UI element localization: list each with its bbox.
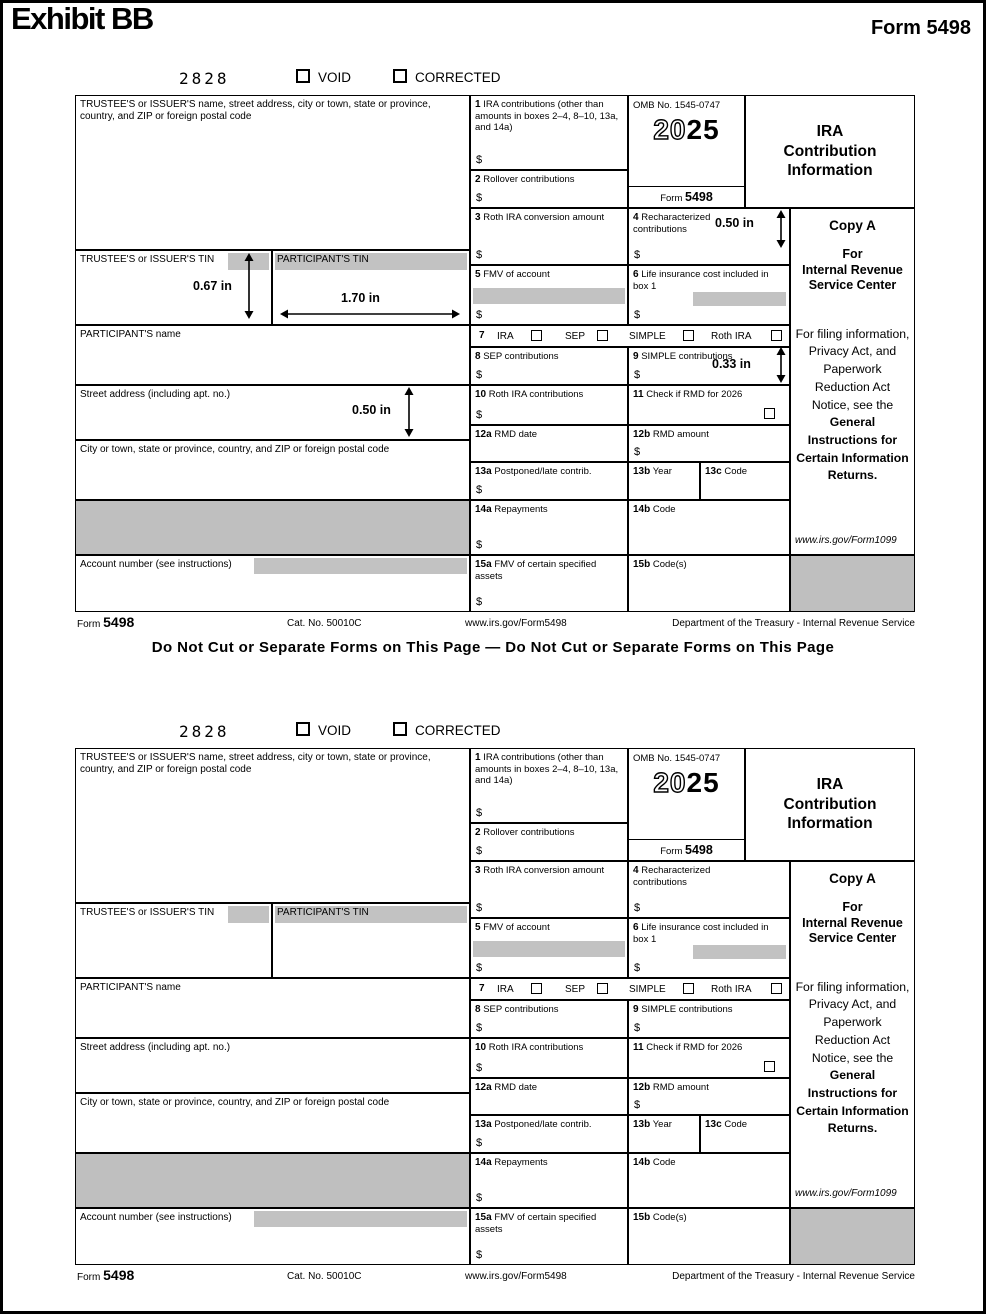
omb-form-value: 5498 (685, 190, 713, 204)
box-15a-label: FMV of certain specified assets (475, 559, 597, 582)
box-12b-rmd-amount (628, 425, 790, 462)
form-footer-row (75, 1265, 915, 1289)
box-15b-label: Code(s) (652, 559, 687, 570)
box-14b-label: Code (652, 504, 676, 515)
box-7-sep-checkbox[interactable] (597, 330, 608, 341)
box-7-ira-label: IRA (497, 331, 514, 342)
form-year-solid: 25 (686, 114, 720, 146)
street-address-cell (75, 1038, 470, 1093)
box-11-number: 11 (633, 1042, 644, 1053)
box-6-label: Life insurance cost included in box 1 (633, 922, 769, 945)
omb-form-word: Form (660, 846, 683, 857)
omb-number: OMB No. 1545-0747 (633, 753, 721, 764)
print-code: 2828 (179, 722, 230, 741)
trustee-tin-cell (75, 903, 272, 978)
annotation-label-recharacterized-height: 0.50 in (715, 216, 754, 230)
box-1-label: IRA contributions (other than amounts in boxes 2–4, 8–10, 13a, and 14a) (475, 752, 619, 786)
copy-a-sidebar (790, 861, 915, 1208)
box-9-number: 9 (633, 1004, 639, 1015)
box-6-field[interactable] (693, 292, 786, 306)
copy-a-label: Copy A (829, 871, 876, 886)
shaded-block-bottom-right (790, 1208, 915, 1265)
form-table (75, 95, 915, 612)
box-7-number: 7 (479, 983, 485, 994)
box-12a-label: RMD date (494, 1082, 538, 1093)
footer-form-number (77, 614, 134, 630)
box-13c-code (700, 462, 790, 500)
box-13c-number: 13c (705, 466, 722, 477)
shaded-block-bottom-right (790, 555, 915, 612)
box-13c-label: Code (724, 466, 748, 477)
box-1-label: IRA contributions (other than amounts in boxes 2–4, 8–10, 13a, and 14a) (475, 99, 619, 133)
box-9-label: SIMPLE contributions (641, 351, 733, 362)
box-15b-codes (628, 555, 790, 612)
box-5-number: 5 (475, 922, 481, 933)
box-10-number: 10 (475, 389, 487, 400)
for-irs-center-label: For Internal Revenue Service Center (802, 899, 903, 946)
form-header-row (75, 714, 915, 748)
footer-cat-no: Cat. No. 50010C (287, 618, 362, 629)
box-1-ira-contributions (470, 95, 628, 170)
annotation-arrow-trustee-tin-height (243, 253, 255, 324)
box-6-number: 6 (633, 269, 639, 280)
box-8-label: SEP contributions (483, 351, 559, 362)
form1099-url: www.irs.gov/Form1099 (795, 535, 897, 547)
box-13b-label: Year (652, 1119, 672, 1130)
void-checkbox[interactable] (296, 722, 310, 736)
form-year (629, 769, 744, 797)
box-5-label: FMV of account (483, 922, 550, 933)
footer-form-word: Form (77, 619, 101, 630)
participant-name-label: PARTICIPANT'S name (80, 329, 181, 340)
footer-form-value: 5498 (103, 1267, 135, 1283)
box-3-roth-conversion (470, 208, 628, 265)
city-state-zip-label: City or town, state or province, country, and ZIP or foreign postal code (80, 1097, 390, 1108)
box-6-life-insurance (628, 918, 790, 978)
form-year-solid: 25 (686, 767, 720, 799)
box-13b-number: 13b (633, 466, 651, 477)
filing-info-text (791, 326, 914, 485)
box-6-dollar: $ (634, 309, 641, 322)
box-14b-label: Code (652, 1157, 676, 1168)
box-2-dollar: $ (476, 845, 483, 858)
box-7-simple-checkbox[interactable] (683, 983, 694, 994)
void-label: VOID (318, 723, 352, 738)
copy-a-label: Copy A (829, 218, 876, 233)
omb-cell (628, 748, 745, 861)
footer-form-number (77, 1267, 134, 1283)
box-4-number: 4 (633, 212, 639, 223)
box-7-ira-label: IRA (497, 984, 514, 995)
box-15a-dollar: $ (476, 596, 483, 609)
annotation-arrow-participant-tin-width (280, 307, 460, 325)
box-3-dollar: $ (476, 902, 483, 915)
box-13a-postponed (470, 462, 628, 500)
box-15a-number: 15a (475, 559, 492, 570)
trustee-tin-label: TRUSTEE'S or ISSUER'S TIN (80, 254, 215, 265)
account-number-label: Account number (see instructions) (80, 559, 232, 570)
form-title-cell (745, 95, 915, 208)
city-state-zip-cell (75, 440, 470, 500)
form-title: IRA Contribution Information (783, 123, 877, 180)
account-number-label: Account number (see instructions) (80, 1212, 232, 1223)
box-11-checkbox[interactable] (764, 1061, 775, 1072)
print-code: 2828 (179, 69, 230, 88)
box-6-life-insurance (628, 265, 790, 325)
box-7-roth-checkbox[interactable] (771, 330, 782, 341)
box-9-simple-contributions (628, 1000, 790, 1038)
box-12a-number: 12a (475, 1082, 492, 1093)
box-1-number: 1 (475, 99, 481, 110)
box-2-rollover (470, 170, 628, 208)
box-10-roth-contributions (470, 385, 628, 425)
footer-department: Department of the Treasury - Internal Revenue Service (672, 618, 915, 629)
box-8-sep-contributions (470, 347, 628, 385)
box-3-label: Roth IRA conversion amount (483, 212, 605, 223)
form-5498-copy-1 (75, 61, 915, 636)
footer-department: Department of the Treasury - Internal Revenue Service (672, 1271, 915, 1282)
footer-form-word: Form (77, 1272, 101, 1283)
omb-form-number (629, 186, 744, 207)
box-15a-number: 15a (475, 1212, 492, 1223)
box-13c-code (700, 1115, 790, 1153)
participant-name-cell (75, 325, 470, 385)
box-4-label: Recharacterized contributions (633, 212, 711, 235)
do-not-cut-notice: Do Not Cut or Separate Forms on This Page — Do Not Cut or Separate Forms on This Page (151, 639, 835, 656)
box-2-label: Rollover contributions (483, 827, 575, 838)
box-12a-label: RMD date (494, 429, 538, 440)
box-12b-number: 12b (633, 1082, 651, 1093)
box-7-simple-label: SIMPLE (629, 984, 666, 995)
box-14a-number: 14a (475, 504, 492, 515)
form-header-row (75, 61, 915, 95)
participant-name-label: PARTICIPANT'S name (80, 982, 181, 993)
annotation-arrow-recharacterized-height (775, 210, 787, 253)
box-11-number: 11 (633, 389, 644, 400)
box-13b-year (628, 462, 700, 500)
omb-form-word: Form (660, 193, 683, 204)
box-3-label: Roth IRA conversion amount (483, 865, 605, 876)
box-11-label: Check if RMD for 2026 (646, 389, 743, 400)
box-5-field[interactable] (473, 288, 625, 304)
box-13a-dollar: $ (476, 484, 483, 497)
box-11-checkbox[interactable] (764, 408, 775, 419)
box-13b-label: Year (652, 466, 672, 477)
box-13b-year (628, 1115, 700, 1153)
participant-tin-label: PARTICIPANT'S TIN (277, 254, 369, 265)
for-irs-center-label: For Internal Revenue Service Center (802, 246, 903, 293)
box-7-sep-label: SEP (565, 984, 586, 995)
omb-form-value: 5498 (685, 843, 713, 857)
box-6-dollar: $ (634, 962, 641, 975)
footer-form-value: 5498 (103, 614, 135, 630)
box-6-field[interactable] (693, 945, 786, 959)
box-8-label: SEP contributions (483, 1004, 559, 1015)
account-number-cell (75, 1208, 470, 1265)
box-12b-number: 12b (633, 429, 651, 440)
shaded-block-left (75, 500, 470, 555)
box-11-label: Check if RMD for 2026 (646, 1042, 743, 1053)
box-14b-code (628, 500, 790, 555)
box-10-number: 10 (475, 1042, 487, 1053)
box-7-number: 7 (479, 330, 485, 341)
box-7-ira-type-row (470, 978, 790, 1000)
box-5-fmv (470, 265, 628, 325)
box-12a-rmd-date (470, 425, 628, 462)
box-2-number: 2 (475, 174, 481, 185)
box-7-sep-label: SEP (565, 331, 586, 342)
box-7-sep-checkbox[interactable] (597, 983, 608, 994)
box-14a-repayments (470, 500, 628, 555)
box-14a-repayments (470, 1153, 628, 1208)
corrected-label: CORRECTED (415, 70, 501, 85)
street-address-label: Street address (including apt. no.) (80, 1042, 231, 1053)
form-year-outline: 20 (653, 767, 687, 799)
annotation-arrow-simple-height (775, 347, 787, 388)
box-15b-codes (628, 1208, 790, 1265)
box-7-roth-label: Roth IRA (711, 984, 752, 995)
shaded-block-left (75, 1153, 470, 1208)
form1099-url: www.irs.gov/Form1099 (795, 1188, 897, 1200)
box-9-number: 9 (633, 351, 639, 362)
box-11-rmd-check (628, 1038, 790, 1078)
box-8-sep-contributions (470, 1000, 628, 1038)
box-15b-number: 15b (633, 1212, 651, 1223)
form-title-cell (745, 748, 915, 861)
void-label: VOID (318, 70, 352, 85)
box-2-label: Rollover contributions (483, 174, 575, 185)
box-10-dollar: $ (476, 1062, 483, 1075)
box-1-dollar: $ (476, 807, 483, 820)
box-13c-number: 13c (705, 1119, 722, 1130)
box-14a-dollar: $ (476, 539, 483, 552)
box-7-ira-checkbox[interactable] (531, 983, 542, 994)
box-13a-postponed (470, 1115, 628, 1153)
box-3-number: 3 (475, 212, 481, 223)
city-state-zip-label: City or town, state or province, country, and ZIP or foreign postal code (80, 444, 390, 455)
filing-info-bold: General Instructions for Certain Information Returns. (796, 415, 909, 483)
box-13a-label: Postponed/late contrib. (494, 1119, 592, 1130)
trustee-info-label: TRUSTEE'S or ISSUER'S name, street address, city or town, state or province, country, and ZIP or foreign postal code (80, 752, 431, 775)
corrected-checkbox[interactable] (393, 722, 407, 736)
box-15b-number: 15b (633, 559, 651, 570)
box-12b-label: RMD amount (652, 1082, 709, 1093)
exhibit-title: Exhibit BB (11, 1, 153, 36)
box-4-recharacterized (628, 861, 790, 918)
omb-number: OMB No. 1545-0747 (633, 100, 721, 111)
box-10-label: Roth IRA contributions (488, 1042, 584, 1053)
box-12b-dollar: $ (634, 446, 641, 459)
annotation-label-trustee-tin-height: 0.67 in (193, 279, 232, 293)
form-year-outline: 20 (653, 114, 687, 146)
form-year (629, 116, 744, 144)
box-7-simple-label: SIMPLE (629, 331, 666, 342)
participant-name-cell (75, 978, 470, 1038)
void-checkbox[interactable] (296, 69, 310, 83)
box-12b-rmd-amount (628, 1078, 790, 1115)
box-14a-label: Repayments (494, 1157, 548, 1168)
omb-form-number (629, 839, 744, 860)
copy-a-sidebar (790, 208, 915, 555)
box-11-rmd-check (628, 385, 790, 425)
box-9-label: SIMPLE contributions (641, 1004, 733, 1015)
box-5-dollar: $ (476, 962, 483, 975)
box-5-number: 5 (475, 269, 481, 280)
filing-info-regular: For filing information, Privacy Act, and Paperwork Reduction Act Notice, see the (795, 979, 910, 1065)
box-14b-code (628, 1153, 790, 1208)
annotation-arrow-street-height (403, 387, 415, 442)
form-5498-copy-2 (75, 714, 915, 1289)
box-4-dollar: $ (634, 249, 641, 262)
form-footer-row (75, 612, 915, 636)
account-number-cell (75, 555, 470, 612)
box-1-dollar: $ (476, 154, 483, 167)
box-12a-rmd-date (470, 1078, 628, 1115)
box-15a-fmv-specified (470, 555, 628, 612)
box-3-number: 3 (475, 865, 481, 876)
corrected-label: CORRECTED (415, 723, 501, 738)
box-15a-fmv-specified (470, 1208, 628, 1265)
participant-tin-label: PARTICIPANT'S TIN (277, 907, 369, 918)
box-8-dollar: $ (476, 369, 483, 382)
box-5-dollar: $ (476, 309, 483, 322)
annotation-label-simple-height: 0.33 in (712, 357, 751, 371)
box-13a-label: Postponed/late contrib. (494, 466, 592, 477)
box-2-rollover (470, 823, 628, 861)
box-8-number: 8 (475, 351, 481, 362)
box-10-roth-contributions (470, 1038, 628, 1078)
box-1-ira-contributions (470, 748, 628, 823)
box-6-label: Life insurance cost included in box 1 (633, 269, 769, 292)
box-15a-dollar: $ (476, 1249, 483, 1262)
box-13b-number: 13b (633, 1119, 651, 1130)
box-4-dollar: $ (634, 902, 641, 915)
box-9-dollar: $ (634, 369, 641, 382)
box-8-number: 8 (475, 1004, 481, 1015)
filing-info-regular: For filing information, Privacy Act, and Paperwork Reduction Act Notice, see the (795, 326, 910, 412)
box-8-dollar: $ (476, 1022, 483, 1035)
box-13a-number: 13a (475, 1119, 492, 1130)
box-10-label: Roth IRA contributions (488, 389, 584, 400)
box-14a-label: Repayments (494, 504, 548, 515)
box-7-ira-type-row (470, 325, 790, 347)
box-3-roth-conversion (470, 861, 628, 918)
annotation-label-street-height: 0.50 in (352, 403, 391, 417)
box-9-dollar: $ (634, 1022, 641, 1035)
participant-tin-cell (272, 903, 470, 978)
trustee-info-label: TRUSTEE'S or ISSUER'S name, street address, city or town, state or province, country, and ZIP or foreign postal code (80, 99, 431, 122)
page-form-reference: Form 5498 (870, 17, 971, 39)
trustee-info-cell (75, 95, 470, 250)
box-7-roth-label: Roth IRA (711, 331, 752, 342)
box-13a-number: 13a (475, 466, 492, 477)
box-7-simple-checkbox[interactable] (683, 330, 694, 341)
box-14b-number: 14b (633, 504, 651, 515)
filing-info-bold: General Instructions for Certain Information Returns. (796, 1068, 909, 1136)
box-14b-number: 14b (633, 1157, 651, 1168)
box-1-number: 1 (475, 752, 481, 763)
box-14a-dollar: $ (476, 1192, 483, 1205)
box-9-simple-contributions (628, 347, 790, 385)
box-12b-label: RMD amount (652, 429, 709, 440)
box-5-field[interactable] (473, 941, 625, 957)
box-15b-label: Code(s) (652, 1212, 687, 1223)
box-4-label: Recharacterized contributions (633, 865, 711, 888)
box-13a-dollar: $ (476, 1137, 483, 1150)
box-10-dollar: $ (476, 409, 483, 422)
box-6-number: 6 (633, 922, 639, 933)
filing-info-text (791, 979, 914, 1138)
annotation-label-participant-tin-width: 1.70 in (341, 291, 380, 305)
box-5-label: FMV of account (483, 269, 550, 280)
form-title: IRA Contribution Information (783, 776, 877, 833)
street-address-label: Street address (including apt. no.) (80, 389, 231, 400)
footer-url: www.irs.gov/Form5498 (465, 1271, 567, 1282)
box-4-recharacterized (628, 208, 790, 265)
box-4-number: 4 (633, 865, 639, 876)
corrected-checkbox[interactable] (393, 69, 407, 83)
box-2-dollar: $ (476, 192, 483, 205)
box-15a-label: FMV of certain specified assets (475, 1212, 597, 1235)
footer-cat-no: Cat. No. 50010C (287, 1271, 362, 1282)
footer-url: www.irs.gov/Form5498 (465, 618, 567, 629)
box-12a-number: 12a (475, 429, 492, 440)
box-7-ira-checkbox[interactable] (531, 330, 542, 341)
box-3-dollar: $ (476, 249, 483, 262)
city-state-zip-cell (75, 1093, 470, 1153)
omb-cell (628, 95, 745, 208)
box-14a-number: 14a (475, 1157, 492, 1168)
box-13c-label: Code (724, 1119, 748, 1130)
box-12b-dollar: $ (634, 1099, 641, 1112)
trustee-tin-label: TRUSTEE'S or ISSUER'S TIN (80, 907, 215, 918)
trustee-info-cell (75, 748, 470, 903)
box-7-roth-checkbox[interactable] (771, 983, 782, 994)
form-table (75, 748, 915, 1265)
box-5-fmv (470, 918, 628, 978)
box-2-number: 2 (475, 827, 481, 838)
